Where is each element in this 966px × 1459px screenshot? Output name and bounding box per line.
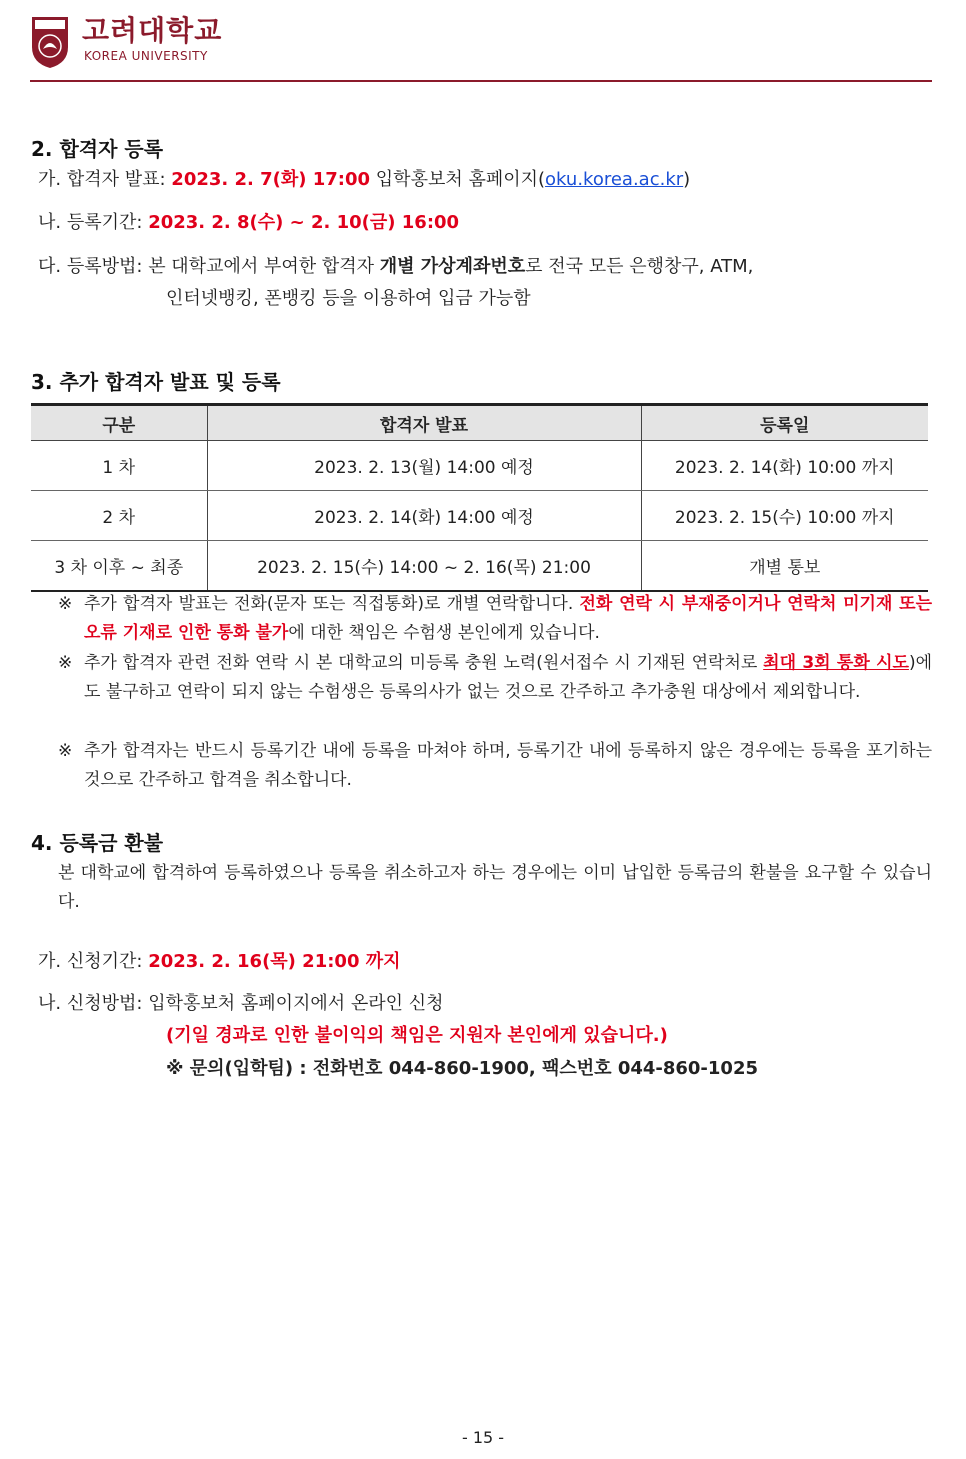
reference-mark-icon: ※ [58, 741, 73, 761]
registration-method-line-2: 인터넷뱅킹, 폰뱅킹 등을 이용하여 입금 가능함 [166, 288, 531, 309]
refund-intro: 본 대학교에 합격하여 등록하였으나 등록을 취소하고자 하는 경우에는 이미 납입한 등록금의 환불을 요구할 수 있습니다. [58, 863, 932, 912]
note-call-attempts: ※ 추가 합격자 관련 전화 연락 시 본 대학교의 미등록 충원 노력(원서접수 시 기재된 연락처로 최대 3회 통화 시도)에도 불구하고 연락이 되지 않는 수험생은 등록의사가 없는 것으로 간주하고 추가충원 대상에서 제외합니다. [58, 649, 932, 707]
registration-method-line: 다. 등록방법: 본 대학교에서 부여한 합격자 개별 가상계좌번호로 전국 모든 은행창구, ATM, [38, 256, 754, 277]
university-seal-icon [30, 15, 70, 69]
table-row [31, 491, 928, 541]
refund-method-line: 나. 신청방법: 입학홍보처 홈페이지에서 온라인 신청 [38, 993, 444, 1014]
reference-mark-icon: ※ [58, 653, 73, 673]
table-row [31, 441, 928, 491]
table-header-cell: 등록일 [641, 405, 928, 441]
reference-mark-icon: ※ [58, 594, 73, 614]
table-cell: 개별 통보 [641, 541, 928, 592]
table-header-cell: 구분 [31, 405, 207, 441]
note-contact-method: ※ 추가 합격자 발표는 전화(문자 또는 직접통화)로 개별 연락합니다. 전화 연락 시 부재중이거나 연락처 미기재 또는 오류 기재로 인한 통화 불가에 대한 책임은 수험생 본인에게 있습니다. [58, 590, 932, 648]
announcement-label: 가. 합격자 발표: [38, 169, 166, 190]
registration-period-label: 나. 등록기간: [38, 212, 143, 233]
section-3-title: 3. 추가 합격자 발표 및 등록 [31, 370, 281, 394]
registration-period-date: 2023. 2. 8(수) ~ 2. 10(금) 16:00 [148, 212, 460, 233]
section-2-title: 2. 합격자 등록 [31, 137, 164, 161]
registration-method-label: 다. 등록방법: [38, 256, 143, 277]
contact-info: ※ 문의(입학팀) : 전화번호 044-860-1900, 팩스번호 044-860-1025 [166, 1058, 759, 1079]
virtual-account-emphasis: 개별 가상계좌번호 [379, 256, 526, 277]
refund-warning: (기일 경과로 인한 불이익의 책임은 지원자 본인에게 있습니다.) [166, 1025, 668, 1046]
admission-homepage-link[interactable]: oku.korea.ac.kr [545, 169, 684, 190]
table-cell: 2023. 2. 13(월) 14:00 예정 [207, 441, 641, 491]
refund-period-label: 가. 신청기간: [38, 951, 143, 972]
table-header-cell: 합격자 발표 [207, 405, 641, 441]
table-cell: 2023. 2. 15(수) 10:00 까지 [641, 491, 928, 541]
table-row [31, 541, 928, 592]
refund-period-line [38, 950, 401, 974]
table-cell: 3 차 이후 ~ 최종 [31, 541, 207, 592]
table-cell: 2023. 2. 14(화) 10:00 까지 [641, 441, 928, 491]
university-logo-english: KOREA UNIVERSITY [84, 49, 208, 63]
table-header-row [31, 405, 928, 441]
additional-admission-table [31, 403, 928, 592]
announcement-text: 입학홍보처 홈페이지( [375, 169, 546, 190]
note-registration-deadline: ※ 추가 합격자는 반드시 등록기간 내에 등록을 마쳐야 하며, 등록기간 내에 등록하지 않은 경우에는 등록을 포기하는 것으로 간주하고 합격을 취소합니다. [58, 737, 932, 795]
unreachable-warning: 전화 연락 시 부재중이거나 연락처 미기재 또는 오류 기재로 인한 통화 불가 [84, 594, 932, 643]
section-4-title: 4. 등록금 환불 [31, 831, 164, 855]
max-call-attempts: 최대 3회 통화 시도 [763, 653, 909, 673]
page-number: - 15 - [461, 1428, 505, 1447]
announcement-line: 가. 합격자 발표: 2023. 2. 7(화) 17:00 입학홍보처 홈페이지(oku.korea.ac.kr) [38, 169, 691, 190]
table-cell: 2023. 2. 14(화) 14:00 예정 [207, 491, 641, 541]
table-cell: 2 차 [31, 491, 207, 541]
table-cell: 1 차 [31, 441, 207, 491]
announcement-date: 2023. 2. 7(화) 17:00 [171, 169, 371, 190]
page-header [30, 12, 932, 82]
table-cell: 2023. 2. 15(수) 14:00 ~ 2. 16(목) 21:00 [207, 541, 641, 592]
university-logo-korean: 고려대학교 [82, 14, 223, 47]
refund-method-label: 나. 신청방법: [38, 993, 143, 1014]
registration-period-line [38, 211, 459, 235]
refund-period-date: 2023. 2. 16(목) 21:00 까지 [148, 951, 401, 972]
